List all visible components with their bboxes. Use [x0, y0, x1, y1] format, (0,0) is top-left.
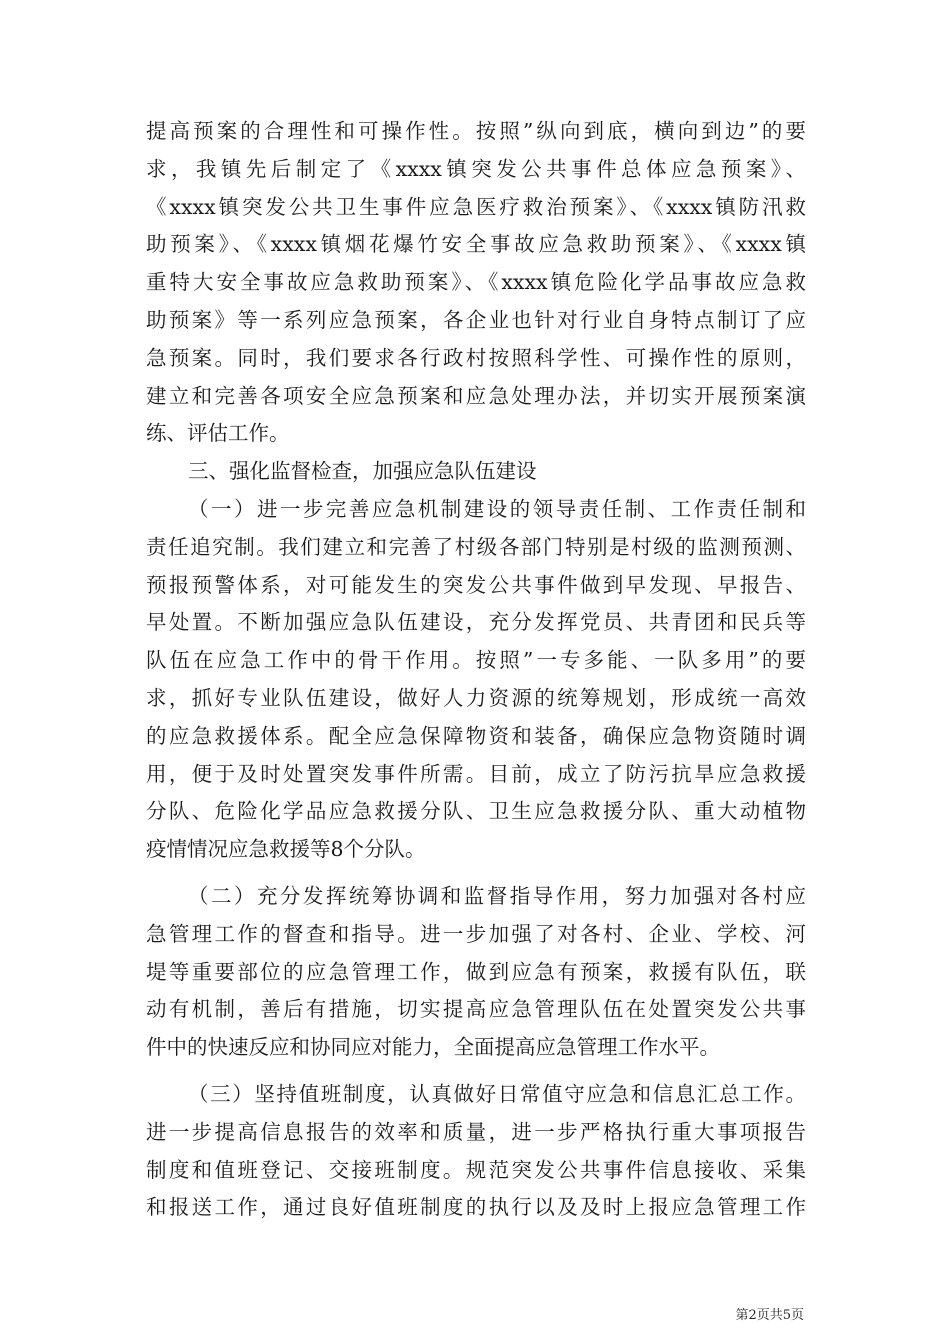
text-line: 练、评估工作。: [146, 421, 290, 446]
text-line: 助预案》等一系列应急预案，各企业也针对行业自身特点制订了应: [146, 307, 806, 332]
text-line: 急预案。同时，我们要求各行政村按照科学性、可操作性的原则，: [146, 345, 806, 370]
text-line: （二）充分发挥统筹协调和监督指导作用，努力加强对各村应: [188, 883, 806, 908]
paragraph-gap: [146, 1067, 806, 1076]
text-line: 责任追究制。我们建立和完善了村级各部门特别是村级的监测预测、: [146, 534, 806, 559]
text-line: 用，便于及时处置突发事件所需。目前，成立了防污抗旱应急救援: [146, 761, 806, 786]
text-line: 和报送工作，通过良好值班制度的执行以及及时上报应急管理工作: [146, 1195, 806, 1220]
text-line: 早处置。不断加强应急队伍建设，充分发挥党员、共青团和民兵等: [146, 610, 806, 635]
text-line: 提高预案的合理性和可操作性。按照”纵向到底，横向到边”的要: [146, 119, 806, 143]
paragraph-1: [146, 113, 806, 453]
text-line: 预报预警体系，对可能发生的突发公共事件做到早发现、早报告、: [146, 572, 806, 597]
section-heading: [146, 453, 806, 491]
text-line: 队伍在应急工作中的骨干作用。按照”一专多能、一队多用”的要: [146, 648, 806, 673]
text-line: 进一步提高信息报告的效率和质量，进一步严格执行重大事项报告: [146, 1119, 806, 1144]
text-line: 助预案》、《xxxx镇烟花爆竹安全事故应急救助预案》、《xxxx镇: [146, 232, 806, 257]
paragraph-gap: [146, 869, 806, 878]
text-line: 分队、危险化学品应急救援分队、卫生应急救援分队、重大动植物: [146, 799, 806, 824]
text-line: 的应急救援体系。配全应急保障物资和装备，确保应急物资随时调: [146, 723, 806, 748]
text-line: 重特大安全事故应急救助预案》、《xxxx镇危险化学品事故应急救: [146, 270, 806, 295]
text-line: 《xxxx镇突发公共卫生事件应急医疗救治预案》、《xxxx镇防汛救: [146, 194, 806, 219]
text-line: 动有机制，善后有措施，切实提高应急管理队伍在处置突发公共事: [146, 997, 806, 1022]
text-line: 制度和值班登记、交接班制度。规范突发公共事件信息接收、采集: [146, 1157, 806, 1182]
text-line: 建立和完善各项安全应急预案和应急处理办法，并切实开展预案演: [146, 383, 806, 408]
text-line: 件中的快速反应和协同应对能力，全面提高应急管理工作水平。: [146, 1035, 720, 1060]
text-line: 急管理工作的督查和指导。进一步加强了对各村、企业、学校、河: [146, 921, 806, 946]
text-line: 疫情情况应急救援等8个分队。: [146, 837, 426, 862]
page-number: 第2页共5页: [735, 1308, 804, 1323]
paragraph-2: [146, 491, 806, 869]
text-line: （一）进一步完善应急机制建设的领导责任制、工作责任制和: [188, 496, 806, 521]
body-text: [146, 113, 806, 1227]
text-line: 堤等重要部位的应急管理工作，做到应急有预案，救援有队伍，联: [146, 959, 806, 984]
paragraph-4: [146, 1076, 806, 1227]
text-line: （三）坚持值班制度，认真做好日常值守应急和信息汇总工作。: [188, 1081, 806, 1106]
heading-text: 三、强化监督检查，加强应急队伍建设: [188, 459, 537, 484]
text-line: 求，我镇先后制定了《xxxx镇突发公共事件总体应急预案》、: [146, 156, 806, 181]
paragraph-3: [146, 878, 806, 1067]
text-line: 求，抓好专业队伍建设，做好人力资源的统筹规划，形成统一高效: [146, 685, 806, 710]
